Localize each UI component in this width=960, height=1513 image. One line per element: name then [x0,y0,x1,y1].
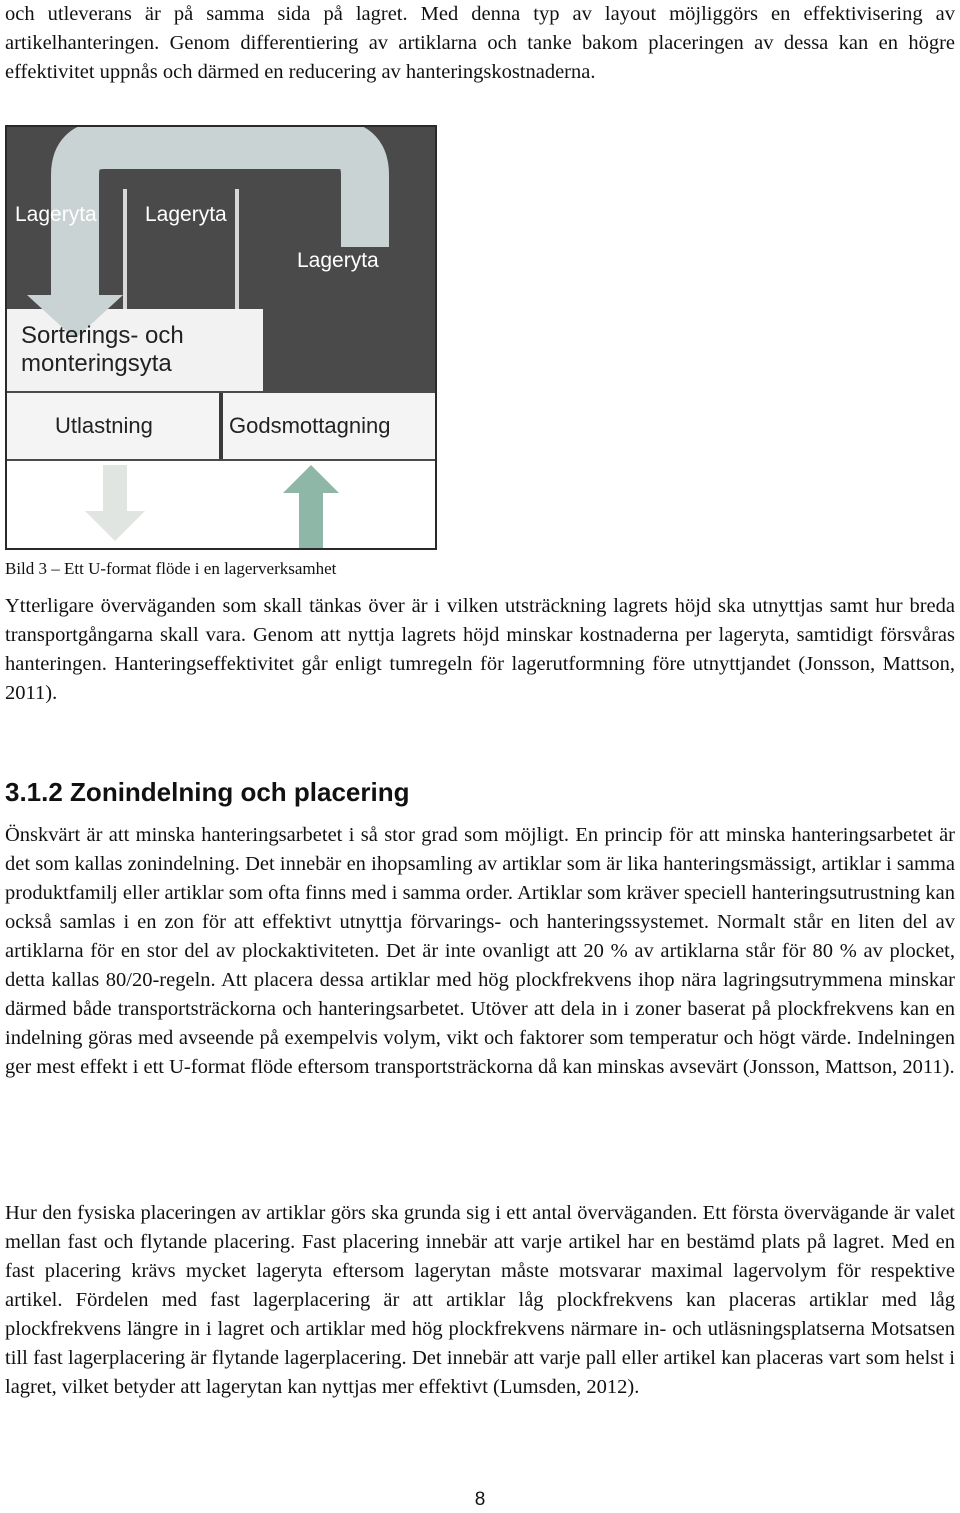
divider-vertical-2 [235,189,239,309]
dock-divider [219,393,223,459]
sorting-label-line2: monteringsyta [21,350,172,377]
paragraph-zones: Önskvärt är att minska hanteringsarbetet i så stor grad som möjligt. En princip för att minska hanteringsarbetet är det som kallas zonindelning. Det innebär en ihopsamling av artiklar som är lika hanteringsmässigt, artiklar i samma produktfamilj eller artiklar som ofta finns med i samma order. Artiklar som kräver speciell hanteringsutrustning kan också samlas i en zon för att effektivt utnyttja förvarings- och hanteringssystemet. Normalt står en liten del av artiklarna för en stor del av plockaktiviteten. Det är inte ovanligt att 20 % av artiklarna står för 80 % av plocket, detta kallas 80/20-regeln. Att placera dessa artiklar med hög plockfrekvens ihop nära lagringsutrymmena minskar därmed både transportsträckorna och hanteringsarbetet. Utöver att dela in i zoner baserat på plockfrekvens kan en indelning göras med avseende på exempelvis volym, vikt och faktorer som temperatur och högt värde. Indelningen ger mest effekt i ett U-format flöde eftersom transportsträckorna då kan minskas avsevärt (Jonsson, Mattson, 2011). [5,824,955,1078]
storage-label-left: Lageryta [15,203,97,226]
dock-apron [7,461,435,548]
storage-corner [263,309,435,391]
storage-label-right: Lageryta [297,249,379,272]
section-heading: 3.1.2 Zonindelning och placering [5,777,410,807]
u-flow-figure [5,125,437,550]
paragraph-placement: Hur den fysiska placeringen av artiklar görs ska grunda sig i ett antal överväganden. Ett första övervägande är valet mellan fast och flytande placering. Fast placering innebär att varje artikel har en bestämd plats på lagret. Med en fast placering krävs mycket lageryta eftersom lagerytan måste motsvarar maximal lagervolym för respektive artikel. Fördelen med fast lagerplacering är att artiklar låg plockfrekvens kan placeras artiklar med låg plockfrekvens längre in i lagret och artiklar med hög plockfrekvens närmare in- och utläsningsplatserna Motsatsen till fast lagerplacering är flytande lagerplacering. Det innebär att varje pall eller artikel kan placeras vart som helst i lagret, vilket betyder att lagerytan kan nyttjas mer effektivt (Lumsden, 2012). [5,1202,955,1398]
divider-vertical [123,189,127,309]
outbound-label: Utlastning [55,413,153,438]
sorting-label-line1: Sorterings- och [21,322,184,349]
paragraph-intro: och utleverans är på samma sida på lagret. Med denna typ av layout möjliggörs en effektivisering av artikelhanteringen. Genom differentiering av artiklarna och tanke bakom placeringen av dessa kan en högre effektivitet uppnås och därmed en reducering av hanteringskostnaderna. [5,3,955,83]
paragraph-height: Ytterligare överväganden som skall tänkas över är i vilken utsträckning lagrets höjd ska utnyttjas samt hur breda transportgångarna skall vara. Genom att nyttja lagrets höjd minskar kostnaderna per lageryta, samtidigt försvåras hanteringen. Hanteringseffektivitet går enligt tumregeln för lagerutformning före utnyttjandet (Jonsson, Mattson, 2011). [5,595,955,704]
storage-label-middle: Lageryta [145,203,227,226]
figure-caption: Bild 3 – Ett U-format flöde i en lagerverksamhet [5,559,337,578]
page-number: 8 [474,1489,486,1510]
inbound-label: Godsmottagning [229,413,391,438]
